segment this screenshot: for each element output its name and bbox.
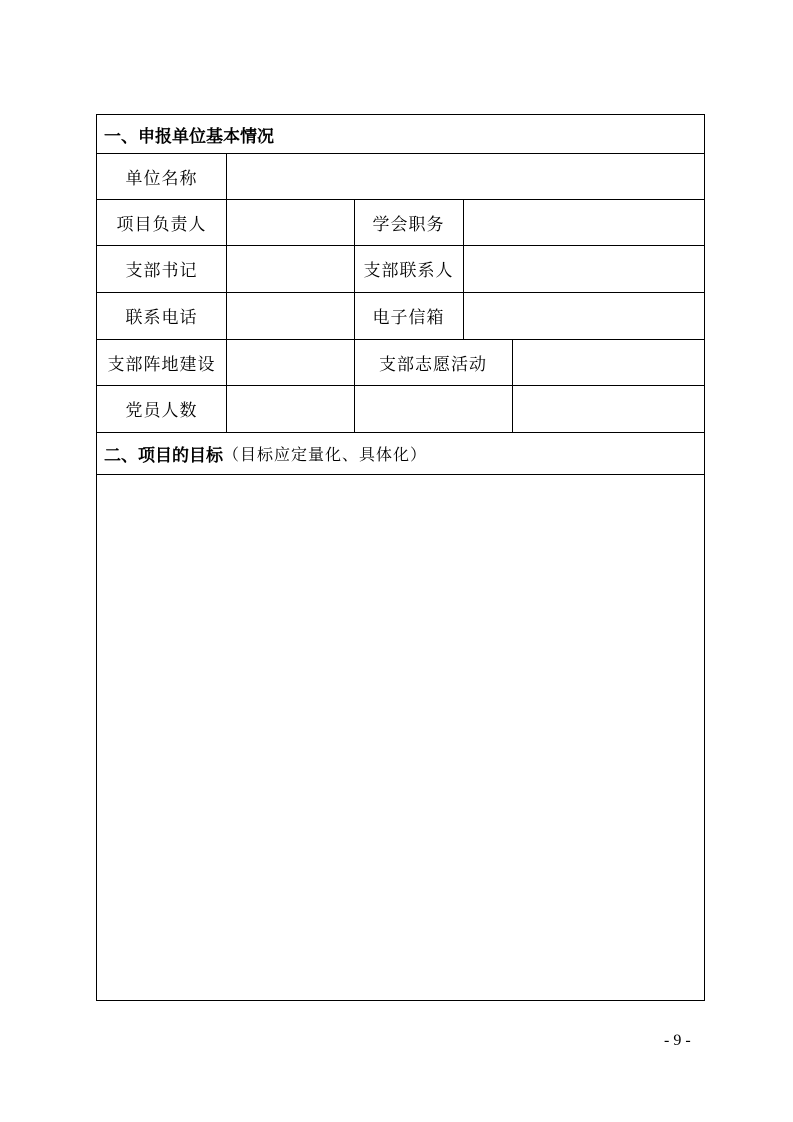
label-phone-text: 联系电话 xyxy=(125,308,198,328)
branch-volunteer-field[interactable] xyxy=(513,340,704,385)
section-2-title xyxy=(104,432,427,474)
label-email-text: 电子信箱 xyxy=(372,308,445,328)
label-unit-name xyxy=(97,153,226,199)
label-branch-secretary xyxy=(97,245,226,292)
label-branch-volunteer xyxy=(354,339,512,385)
application-form-table xyxy=(96,114,705,1001)
label-branch-volunteer-text: 支部志愿活动 xyxy=(379,354,487,375)
branch-secretary-field[interactable] xyxy=(227,246,354,292)
party-members-extra-field[interactable] xyxy=(355,386,512,432)
section-1-title xyxy=(104,115,274,153)
branch-base-field[interactable] xyxy=(227,340,354,385)
party-members-extra-field-2[interactable] xyxy=(513,386,704,432)
label-party-members-text: 党员人数 xyxy=(125,401,198,421)
label-society-position-text: 学会职务 xyxy=(372,214,445,235)
page-number: - 9 - xyxy=(664,1032,691,1049)
project-leader-field[interactable] xyxy=(227,200,354,245)
unit-name-field[interactable] xyxy=(227,154,704,199)
section-2-note: （目标应定量化、具体化） xyxy=(223,444,428,464)
label-branch-secretary-text: 支部书记 xyxy=(125,261,198,281)
label-email xyxy=(354,292,463,339)
label-branch-contact-text: 支部联系人 xyxy=(363,261,454,281)
party-members-field[interactable] xyxy=(227,386,354,432)
label-branch-base xyxy=(97,339,226,385)
project-goals-textarea[interactable] xyxy=(97,475,704,1000)
label-project-leader xyxy=(97,199,226,245)
label-project-leader-text: 项目负责人 xyxy=(116,214,207,235)
label-branch-contact xyxy=(354,245,463,292)
section-1-title-text: 一、申报单位基本情况 xyxy=(104,126,274,147)
label-branch-base-text: 支部阵地建设 xyxy=(107,354,216,375)
email-field[interactable] xyxy=(464,293,704,339)
branch-contact-field[interactable] xyxy=(464,246,704,292)
label-society-position xyxy=(354,199,463,245)
phone-field[interactable] xyxy=(227,293,354,339)
label-party-members xyxy=(97,385,226,432)
society-position-field[interactable] xyxy=(464,200,704,245)
label-phone xyxy=(97,292,226,339)
label-unit-name-text: 单位名称 xyxy=(125,168,198,189)
section-2-title-text: 二、项目的目标 xyxy=(104,445,223,466)
